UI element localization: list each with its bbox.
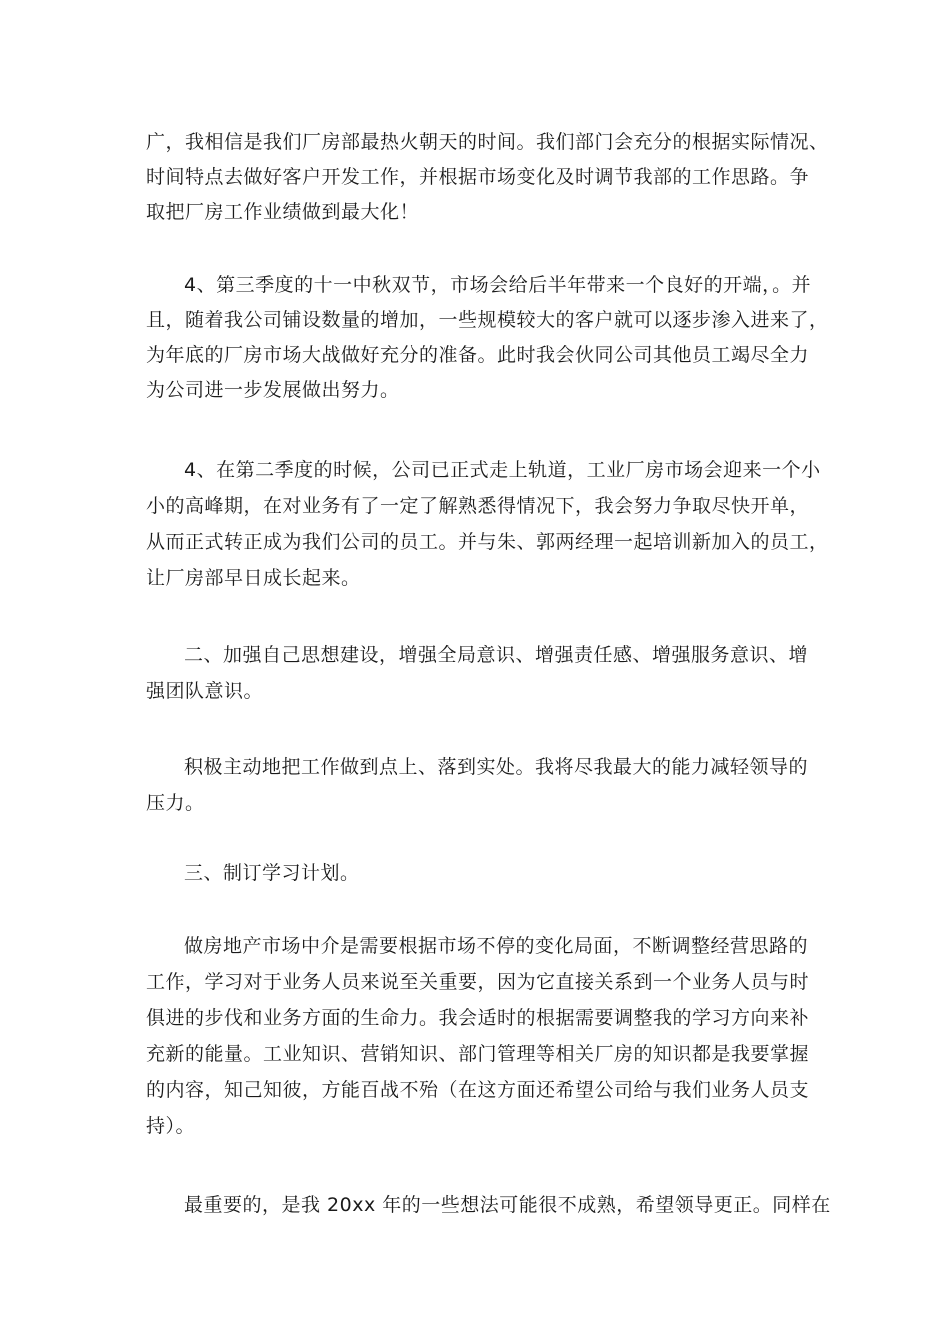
paragraph-line: 为公司进一步发展做出努力。 xyxy=(146,379,400,401)
paragraph-line: 广，我相信是我们厂房部最热火朝天的时间。我们部门会充分的根据实际情况、 xyxy=(146,131,829,153)
paragraph-line: 积极主动地把工作做到点上、落到实处。我将尽我最大的能力减轻领导的 xyxy=(184,756,809,778)
paragraph-line: 工作，学习对于业务人员来说至关重要，因为它直接关系到一个业务人员与时 xyxy=(146,971,810,993)
paragraph-line: 充新的能量。工业知识、营销知识、部门管理等相关厂房的知识都是我要掌握 xyxy=(146,1043,810,1065)
paragraph-line: 的内容，知己知彼，方能百战不殆（在这方面还希望公司给与我们业务人员支 xyxy=(146,1079,810,1101)
paragraph-line: 且，随着我公司铺设数量的增加，一些规模较大的客户就可以逐步渗入进来了， xyxy=(146,309,829,331)
paragraph-line: 4、在第二季度的时候，公司已正式走上轨道，工业厂房市场会迎来一个小 xyxy=(184,459,821,481)
paragraph-line: 为年底的厂房市场大战做好充分的准备。此时我会伙同公司其他员工竭尽全力 xyxy=(146,344,810,366)
section-heading: 强团队意识。 xyxy=(146,680,264,702)
section-heading: 三、制订学习计划。 xyxy=(184,862,360,884)
paragraph-line: 时间特点去做好客户开发工作，并根据市场变化及时调节我部的工作思路。争 xyxy=(146,166,810,188)
paragraph-line: 做房地产市场中介是需要根据市场不停的变化局面，不断调整经营思路的 xyxy=(184,935,809,957)
paragraph-line: 从而正式转正成为我们公司的员工。并与朱、郭两经理一起培训新加入的员工， xyxy=(146,531,829,553)
section-heading: 二、加强自己思想建设，增强全局意识、增强责任感、增强服务意识、增 xyxy=(184,644,809,666)
paragraph-line: 俱进的步伐和业务方面的生命力。我会适时的根据需要调整我的学习方向来补 xyxy=(146,1007,810,1029)
paragraph-line: 最重要的，是我 20xx 年的一些想法可能很不成熟，希望领导更正。同样在 xyxy=(184,1194,831,1216)
paragraph-line: 取把厂房工作业绩做到最大化！ xyxy=(146,201,420,223)
paragraph-line: 让厂房部早日成长起来。 xyxy=(146,567,361,589)
paragraph-line: 小的高峰期，在对业务有了一定了解熟悉得情况下，我会努力争取尽快开单， xyxy=(146,495,810,517)
paragraph-line: 持）。 xyxy=(146,1115,196,1137)
paragraph-line: 压力。 xyxy=(146,792,205,814)
paragraph-line: 4、第三季度的十一中秋双节，市场会给后半年带来一个良好的开端，。并 xyxy=(184,274,812,296)
